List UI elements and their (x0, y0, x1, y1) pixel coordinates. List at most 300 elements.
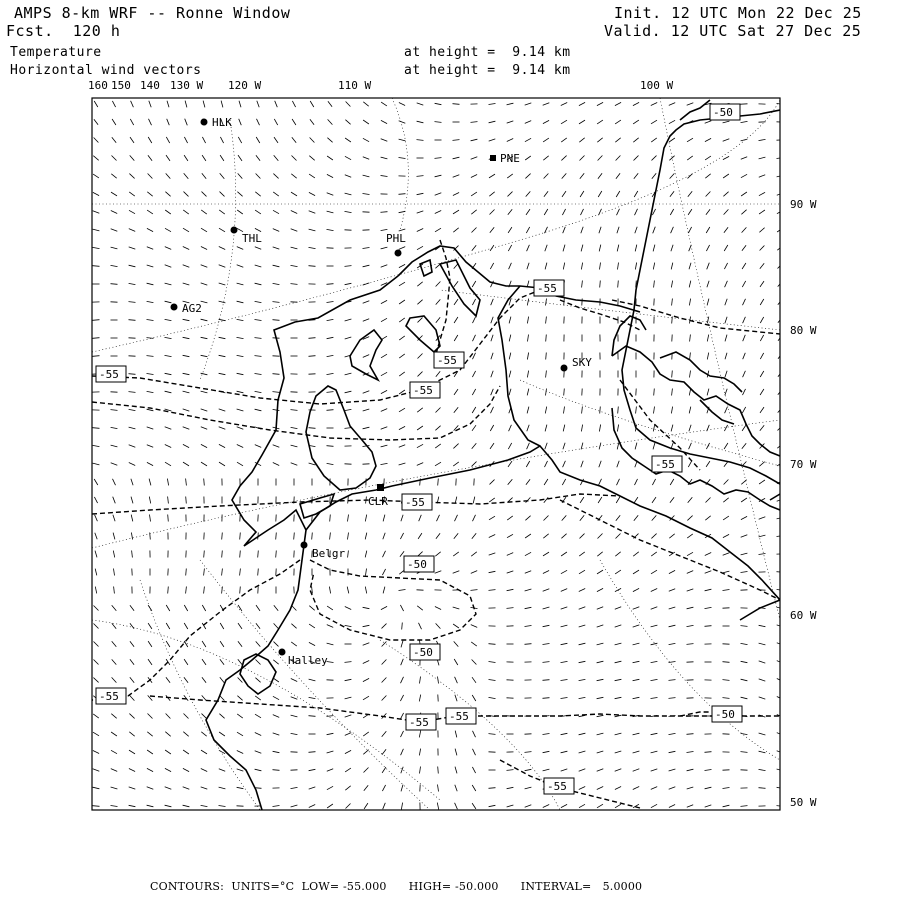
wind-vector (93, 229, 100, 231)
wind-vector (435, 607, 441, 610)
wind-vector (687, 103, 694, 105)
wind-vector (130, 641, 134, 647)
wind-vector (273, 283, 280, 284)
wind-vector (165, 445, 171, 448)
wind-vector (454, 533, 458, 538)
wind-vector (401, 803, 402, 810)
wind-vector (130, 605, 134, 611)
wind-vector (651, 733, 658, 734)
wind-vector (201, 319, 208, 321)
wind-vector (742, 263, 746, 269)
wind-vector (633, 697, 640, 698)
wind-vector (185, 101, 187, 108)
wind-vector (617, 461, 619, 468)
wind-vector (525, 607, 532, 608)
wind-vector (472, 660, 477, 665)
wind-vector (112, 623, 116, 628)
wind-vector (399, 158, 406, 159)
wind-vector (256, 155, 260, 161)
wind-vector (401, 659, 404, 665)
wind-vector (544, 516, 549, 521)
wind-vector (491, 389, 494, 395)
wind-vector (221, 101, 223, 108)
wind-vector (291, 410, 298, 411)
wind-vector (759, 480, 765, 484)
wind-vector (291, 715, 298, 717)
wind-vector (111, 265, 118, 266)
wind-vector (255, 320, 262, 321)
wind-vector (238, 605, 242, 611)
wind-vector (147, 265, 154, 267)
wind-vector (273, 806, 280, 807)
wind-vector (615, 804, 621, 808)
wind-vector (222, 551, 223, 558)
station-label: SKY (572, 356, 592, 369)
wind-vector (381, 318, 387, 321)
wind-vector (705, 571, 712, 573)
wind-vector (436, 282, 441, 287)
wind-vector (291, 192, 297, 196)
wind-vector (166, 173, 171, 178)
wind-vector (363, 319, 369, 322)
wind-vector (489, 553, 496, 555)
wind-vector (669, 751, 676, 752)
wind-vector (166, 641, 170, 647)
wind-vector (167, 119, 170, 125)
wind-vector (219, 409, 226, 411)
wind-vector (148, 174, 153, 179)
wind-vector (240, 587, 241, 594)
wind-vector (706, 498, 711, 503)
wind-vector (723, 788, 730, 789)
wind-vector (454, 299, 458, 305)
wind-vector (436, 371, 440, 376)
wind-vector (255, 210, 261, 214)
wind-vector (543, 734, 550, 735)
wind-vector (202, 137, 205, 143)
wind-vector (437, 803, 438, 810)
wind-vector (724, 245, 728, 251)
wind-vector (237, 319, 244, 320)
wind-vector (185, 119, 188, 126)
wind-vector (166, 677, 170, 683)
wind-vector (707, 353, 708, 360)
wind-vector (256, 174, 261, 179)
wind-vector (219, 301, 226, 303)
right-axis-label: 50 W (790, 796, 817, 809)
wind-vector (201, 409, 208, 411)
wind-vector (635, 263, 636, 270)
wind-vector (131, 479, 133, 486)
wind-vector (688, 209, 692, 215)
wind-vector (382, 749, 386, 755)
wind-vector (615, 607, 621, 610)
wind-vector (255, 751, 262, 753)
wind-vector (525, 571, 531, 574)
wind-vector (509, 371, 511, 378)
wind-vector (579, 570, 585, 574)
wind-vector (687, 589, 694, 591)
wind-vector (651, 552, 657, 556)
wind-vector (202, 659, 206, 665)
wind-vector (237, 409, 244, 411)
wind-vector (634, 515, 638, 520)
wind-vector (363, 138, 369, 141)
wind-vector (633, 661, 640, 662)
wind-vector (489, 192, 494, 196)
wind-vector (525, 552, 531, 555)
wind-vector (651, 769, 658, 771)
wind-vector (201, 355, 208, 356)
wind-vector (203, 101, 205, 108)
wind-vector (237, 769, 244, 771)
wind-vector (309, 752, 316, 753)
wind-vector (652, 173, 656, 178)
wind-vector (147, 247, 153, 250)
wind-vector (149, 119, 152, 125)
wind-vector (184, 695, 188, 700)
wind-vector (94, 101, 98, 107)
wind-vector (723, 571, 730, 573)
wind-vector (147, 445, 153, 448)
wind-vector (294, 533, 295, 540)
wind-vector (256, 660, 261, 665)
wind-vector (381, 139, 388, 142)
station-marker (279, 649, 286, 656)
wind-vector (400, 551, 404, 557)
wind-vector (741, 139, 748, 141)
wind-vector (759, 535, 766, 537)
wind-vector (562, 515, 567, 520)
wind-vector (219, 319, 226, 320)
wind-vector (292, 119, 296, 125)
wind-vector (543, 698, 550, 699)
wind-vector (365, 587, 366, 594)
wind-vector (165, 355, 172, 356)
wind-vector (651, 120, 657, 124)
wind-vector (507, 139, 513, 142)
wind-vector (489, 535, 495, 538)
wind-vector (204, 551, 205, 558)
wind-vector (417, 140, 424, 141)
wind-vector (706, 461, 710, 467)
wind-vector (725, 335, 727, 342)
wind-vector (741, 516, 747, 519)
wind-vector (581, 425, 582, 432)
wind-vector (543, 138, 549, 142)
wind-vector (347, 587, 349, 594)
wind-vector (130, 119, 133, 125)
wind-vector (471, 552, 477, 556)
wind-vector (255, 769, 262, 771)
wind-vector (743, 335, 746, 341)
wind-vector (417, 246, 423, 249)
top-axis (88, 79, 673, 92)
wind-vector (204, 569, 205, 576)
wind-vector (327, 337, 334, 338)
wind-vector (93, 751, 99, 754)
wind-vector (381, 445, 388, 447)
wind-vector (543, 534, 548, 538)
wind-vector (237, 462, 243, 466)
wind-vector (741, 733, 748, 734)
wind-vector (759, 139, 766, 140)
wind-vector (276, 533, 277, 540)
wind-vector (543, 156, 548, 160)
wind-vector (471, 122, 478, 123)
wind-vector (220, 623, 224, 629)
wind-vector (363, 265, 370, 267)
wind-vector (743, 299, 746, 305)
wind-vector (527, 263, 529, 270)
wind-vector (633, 679, 640, 680)
wind-vector (525, 138, 531, 141)
wind-vector (327, 410, 334, 411)
wind-vector (489, 174, 495, 178)
wind-vector (381, 606, 387, 609)
wind-vector (472, 425, 476, 431)
wind-vector (707, 263, 710, 270)
wind-vector (93, 174, 99, 178)
wind-vector (363, 643, 370, 645)
wind-vector (309, 428, 316, 429)
wind-vector (201, 391, 208, 393)
wind-vector (435, 444, 441, 448)
wind-vector (760, 263, 764, 268)
wind-vector (507, 516, 513, 520)
wind-vector (671, 227, 674, 233)
wind-vector (309, 174, 315, 178)
wind-vector (453, 228, 458, 232)
wind-vector (129, 302, 136, 303)
wind-vector (417, 408, 423, 412)
wind-vector (93, 732, 99, 736)
contour-label: -55 (99, 690, 119, 703)
wind-vector (237, 751, 243, 754)
wind-vector (471, 571, 477, 574)
wind-vector (417, 229, 423, 232)
wind-vector (705, 121, 712, 123)
wind-vector (399, 194, 406, 195)
wind-vector (581, 461, 583, 468)
wind-vector (651, 625, 658, 627)
wind-vector (651, 138, 657, 142)
wind-vector (400, 695, 403, 701)
wind-vector (526, 227, 529, 233)
wind-vector (237, 192, 242, 197)
wind-vector (95, 551, 97, 558)
contour-label: -50 (407, 558, 427, 571)
wind-vector (651, 804, 657, 807)
wind-vector (129, 374, 136, 375)
wind-vector (725, 281, 728, 287)
wind-vector (183, 427, 190, 430)
wind-vector (202, 192, 207, 197)
wind-vector (526, 461, 529, 467)
wind-vector (651, 698, 658, 699)
wind-vector (255, 445, 261, 448)
wind-vector (473, 317, 476, 323)
wind-vector (616, 156, 621, 161)
wind-vector (546, 371, 547, 378)
wind-vector (399, 408, 405, 412)
wind-vector (579, 769, 586, 771)
wind-vector (201, 427, 207, 430)
wind-vector (364, 803, 368, 809)
wind-vector (345, 156, 351, 159)
wind-vector (238, 623, 242, 629)
wind-vector (687, 534, 693, 538)
wind-vector (273, 445, 280, 447)
wind-vector (94, 624, 99, 629)
wind-vector (129, 427, 136, 429)
wind-vector (653, 245, 655, 252)
wind-vector (580, 156, 585, 161)
wind-vector (419, 731, 420, 738)
wind-vector (129, 210, 135, 213)
wind-vector (543, 680, 550, 681)
wind-vector (222, 569, 223, 576)
wind-vector (561, 643, 568, 644)
wind-vector (489, 805, 496, 806)
wind-vector (147, 732, 152, 736)
wind-vector (165, 391, 172, 393)
wind-vector (113, 515, 115, 522)
top-axis-label: 120 W (228, 79, 262, 92)
wind-vector (93, 445, 100, 446)
wind-vector (509, 389, 511, 396)
right-axis-label: 80 W (790, 324, 817, 337)
contour-info: CONTOURS: UNITS=°C LOW= -55.000 HIGH= -50.000 INTERVAL= 5.0000 (150, 880, 643, 893)
wind-vector (636, 407, 637, 414)
field-temperature: Temperature (10, 45, 102, 60)
wind-vector (561, 698, 568, 699)
wind-vector (381, 427, 388, 429)
wind-vector (310, 101, 314, 107)
wind-vector (273, 174, 278, 179)
wind-vector (202, 714, 207, 719)
wind-vector (471, 157, 478, 159)
wind-vector (417, 103, 424, 105)
wind-vector (618, 407, 619, 414)
wind-vector (327, 211, 334, 213)
wind-vector (112, 677, 117, 682)
wind-vector (129, 174, 134, 179)
wind-vector (669, 534, 674, 538)
wind-vector (255, 374, 262, 375)
wind-vector (741, 174, 747, 177)
wind-vector (635, 443, 637, 450)
wind-vector (508, 209, 512, 214)
wind-vector (401, 641, 403, 648)
wind-vector (651, 643, 658, 645)
wind-vector (363, 283, 370, 285)
wind-vector (95, 569, 97, 576)
wind-vector (579, 697, 586, 698)
wind-vector (473, 515, 476, 521)
wind-vector (220, 677, 224, 682)
wind-vector (671, 425, 673, 432)
wind-vector (381, 372, 387, 375)
wind-vector (255, 714, 261, 718)
wind-vector (654, 407, 655, 414)
wind-vector (526, 497, 531, 502)
coastlines (206, 100, 780, 810)
wind-vector (148, 155, 152, 161)
wind-vector (148, 623, 152, 629)
wind-vector (489, 734, 496, 735)
wind-vector (345, 607, 351, 610)
wind-vector (491, 335, 493, 342)
wind-vector (129, 229, 135, 232)
wind-vector (417, 300, 422, 305)
wind-vector (256, 605, 260, 611)
wind-vector (544, 209, 548, 215)
wind-vector (741, 697, 748, 699)
wind-vector (365, 551, 367, 558)
station-marker (561, 365, 568, 372)
wind-vector (418, 372, 423, 377)
wind-vector (724, 425, 727, 431)
wind-vector (309, 697, 316, 698)
wind-vector (291, 624, 296, 629)
wind-vector (435, 122, 442, 123)
wind-vector (327, 355, 334, 356)
wind-vector (759, 228, 764, 233)
wind-vector (472, 803, 476, 809)
wind-vector (273, 302, 280, 303)
wind-vector (201, 444, 207, 447)
wind-vector (634, 156, 639, 161)
wind-vector (345, 409, 352, 410)
wind-vector (131, 497, 133, 504)
wind-vector (111, 247, 118, 249)
wind-vector (417, 426, 423, 430)
wind-vector (419, 515, 422, 521)
wind-vector (381, 176, 388, 177)
wind-vector (399, 318, 405, 322)
wind-vector (454, 281, 458, 287)
wind-vector (669, 607, 676, 609)
wind-vector (238, 641, 242, 647)
wind-vector (291, 174, 296, 178)
wind-vector (94, 606, 99, 611)
wind-vector (382, 731, 387, 736)
wind-vector (111, 229, 118, 231)
wind-vector (543, 589, 550, 591)
stations (171, 116, 593, 667)
wind-vector (689, 443, 692, 449)
wind-vector (238, 155, 242, 161)
wind-vector (759, 625, 766, 626)
wind-vector (399, 372, 405, 376)
wind-vector (166, 605, 170, 611)
wind-vector (165, 732, 170, 737)
wind-vector (183, 283, 190, 285)
wind-vector (544, 479, 548, 485)
wind-vector (705, 174, 710, 178)
wind-vector (417, 176, 424, 177)
wind-vector (670, 479, 674, 485)
wind-vector (563, 425, 565, 432)
wind-vector (186, 479, 187, 486)
wind-vector (454, 317, 458, 323)
wind-vector (345, 283, 352, 284)
wind-vector (705, 752, 712, 753)
wind-vector (363, 750, 368, 755)
wind-vector (615, 769, 622, 772)
wind-vector (381, 120, 387, 123)
